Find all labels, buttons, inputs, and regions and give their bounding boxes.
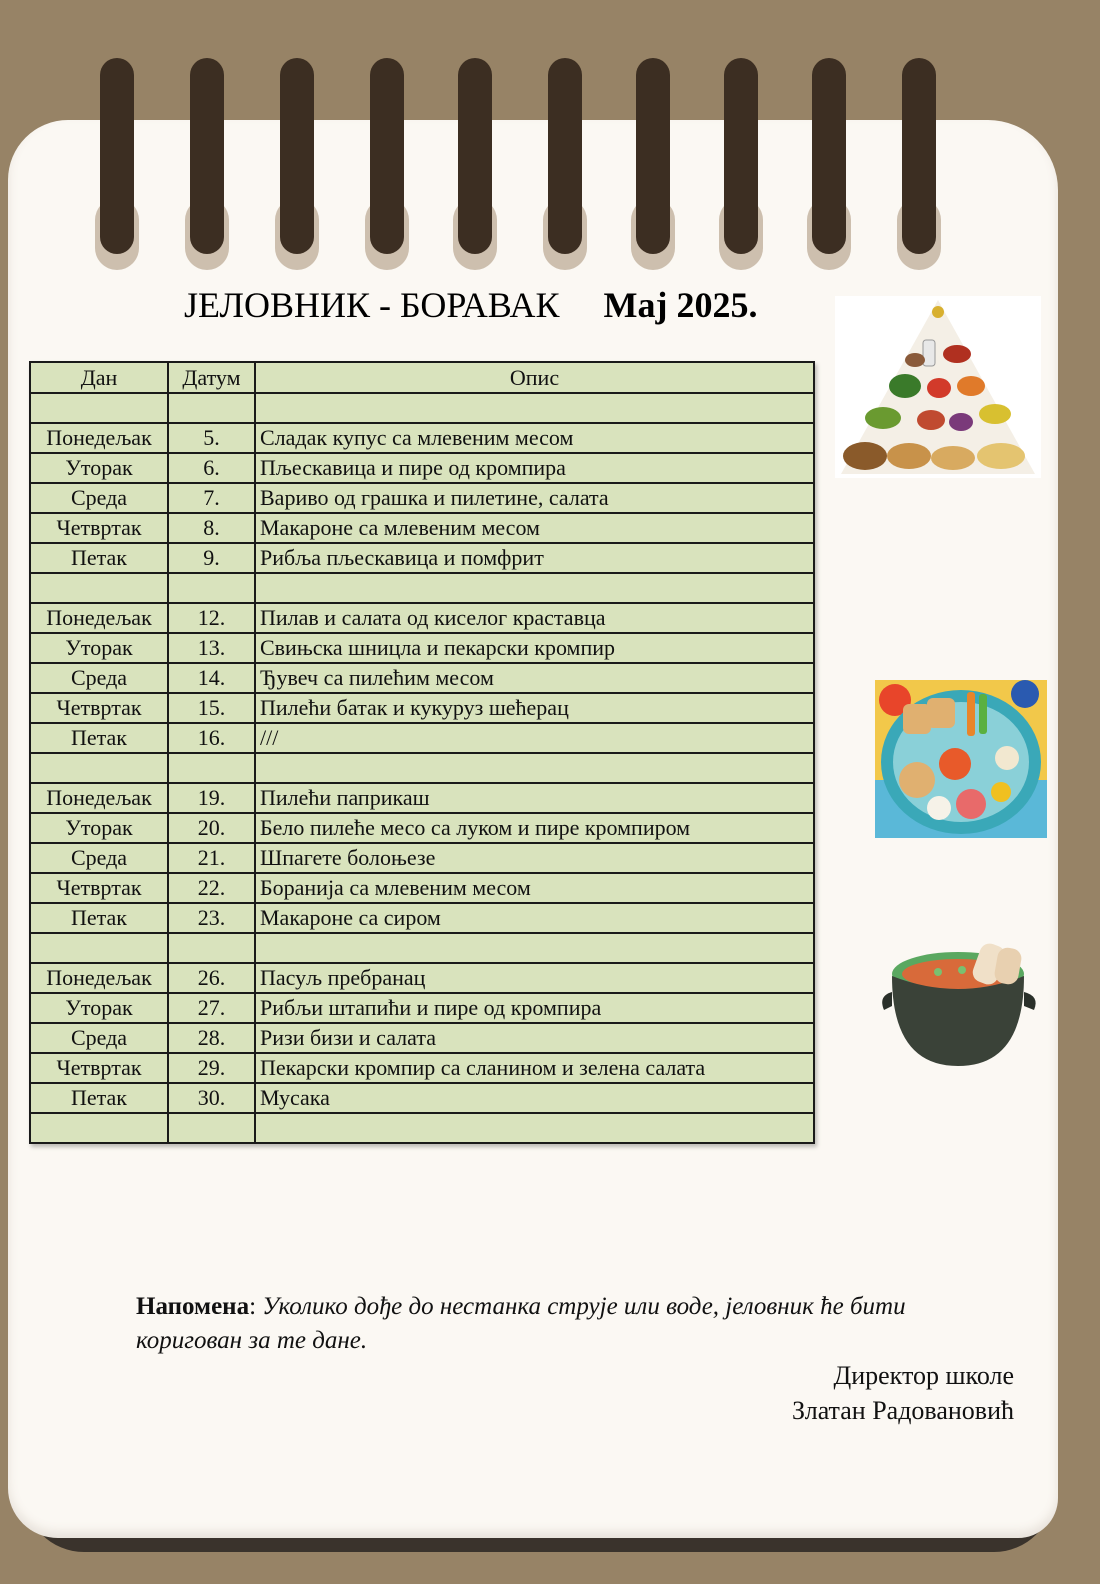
soup-pot-image	[878, 940, 1044, 1070]
date-cell: 21.	[168, 843, 255, 873]
day-cell	[30, 573, 168, 603]
day-cell: Среда	[30, 483, 168, 513]
date-cell: 5.	[168, 423, 255, 453]
day-cell: Уторак	[30, 813, 168, 843]
desc-cell: Мусака	[255, 1083, 814, 1113]
desc-cell	[255, 933, 814, 963]
desc-cell	[255, 753, 814, 783]
date-cell	[168, 1113, 255, 1143]
day-cell: Четвртак	[30, 693, 168, 723]
desc-cell	[255, 573, 814, 603]
day-cell: Петак	[30, 903, 168, 933]
spiral-ring	[280, 58, 314, 270]
title-text: ЈЕЛОВНИК - БОРАВАК	[184, 285, 560, 325]
desc-cell: Бело пилеће месо са луком и пире кромпиром	[255, 813, 814, 843]
desc-cell: Свињска шницла и пекарски кромпир	[255, 633, 814, 663]
table-row	[30, 393, 814, 423]
table-row	[30, 453, 814, 483]
desc-cell: Ђувеч са пилећим месом	[255, 663, 814, 693]
table-row	[30, 813, 814, 843]
desc-cell: Пилећи паприкаш	[255, 783, 814, 813]
date-cell: 20.	[168, 813, 255, 843]
spiral-ring	[458, 58, 492, 270]
day-cell: Четвртак	[30, 513, 168, 543]
date-cell: 14.	[168, 663, 255, 693]
table-row	[30, 1053, 814, 1083]
table-row	[30, 573, 814, 603]
date-cell: 12.	[168, 603, 255, 633]
desc-cell: Шпагете болоњезе	[255, 843, 814, 873]
date-cell: 30.	[168, 1083, 255, 1113]
menu-table	[29, 361, 815, 1144]
table-row	[30, 753, 814, 783]
header-desc: Опис	[255, 362, 814, 393]
desc-cell: Сладак купус са млевеним месом	[255, 423, 814, 453]
table-row	[30, 843, 814, 873]
table-row	[30, 903, 814, 933]
desc-cell: Пекарски кромпир са сланином и зелена салата	[255, 1053, 814, 1083]
date-cell: 15.	[168, 693, 255, 723]
table-row	[30, 1113, 814, 1143]
note-label: Напомена	[136, 1293, 250, 1320]
table-row	[30, 693, 814, 723]
date-cell: 13.	[168, 633, 255, 663]
desc-cell: Вариво од грашка и пилетине, салата	[255, 483, 814, 513]
table-row	[30, 933, 814, 963]
date-cell: 9.	[168, 543, 255, 573]
desc-cell: Боранија са млевеним месом	[255, 873, 814, 903]
date-cell: 7.	[168, 483, 255, 513]
date-cell: 27.	[168, 993, 255, 1023]
day-cell: Уторак	[30, 633, 168, 663]
desc-cell: Пасуљ пребранац	[255, 963, 814, 993]
day-cell: Понедељак	[30, 963, 168, 993]
header-date: Датум	[168, 362, 255, 393]
day-cell: Понедељак	[30, 783, 168, 813]
day-cell: Петак	[30, 1083, 168, 1113]
table-row	[30, 783, 814, 813]
day-cell: Четвртак	[30, 1053, 168, 1083]
day-cell: Понедељак	[30, 603, 168, 633]
spiral-ring	[812, 58, 846, 270]
date-cell: 22.	[168, 873, 255, 903]
date-cell: 28.	[168, 1023, 255, 1053]
day-cell	[30, 1113, 168, 1143]
spiral-ring	[636, 58, 670, 270]
desc-cell: ///	[255, 723, 814, 753]
desc-cell: Пљескавица и пире од кромпира	[255, 453, 814, 483]
day-cell	[30, 393, 168, 423]
date-cell	[168, 573, 255, 603]
day-cell: Среда	[30, 843, 168, 873]
date-cell	[168, 393, 255, 423]
table-row	[30, 963, 814, 993]
spiral-ring	[190, 58, 224, 270]
day-cell: Уторак	[30, 993, 168, 1023]
desc-cell: Макароне са млевеним месом	[255, 513, 814, 543]
table-row	[30, 1083, 814, 1113]
table-row	[30, 993, 814, 1023]
day-cell: Уторак	[30, 453, 168, 483]
desc-cell: Пилав и салата од киселог краставца	[255, 603, 814, 633]
day-cell	[30, 753, 168, 783]
day-cell: Понедељак	[30, 423, 168, 453]
table-header-row	[30, 362, 814, 393]
page-title	[184, 284, 758, 326]
date-cell: 23.	[168, 903, 255, 933]
note: Напомена: Уколико дође до нестанка струје или воде, јеловник ће бити коригован за те дане.	[136, 1293, 906, 1354]
table-row	[30, 513, 814, 543]
table-row	[30, 873, 814, 903]
date-cell	[168, 933, 255, 963]
table-row	[30, 663, 814, 693]
title-month: Мај 2025.	[603, 285, 758, 325]
spiral-ring	[724, 58, 758, 270]
spiral-ring	[370, 58, 404, 270]
header-day: Дан	[30, 362, 168, 393]
spiral-ring	[100, 58, 134, 270]
table-row	[30, 1023, 814, 1053]
day-cell	[30, 933, 168, 963]
desc-cell: Рибљи штапићи и пире од кромпира	[255, 993, 814, 1023]
table-row	[30, 543, 814, 573]
table-row	[30, 633, 814, 663]
desc-cell: Макароне са сиром	[255, 903, 814, 933]
day-cell: Среда	[30, 663, 168, 693]
date-cell: 29.	[168, 1053, 255, 1083]
signature-role: Директор школе	[833, 1361, 1014, 1390]
date-cell: 8.	[168, 513, 255, 543]
desc-cell: Рибља пљескавица и помфрит	[255, 543, 814, 573]
desc-cell	[255, 1113, 814, 1143]
date-cell: 19.	[168, 783, 255, 813]
day-cell: Четвртак	[30, 873, 168, 903]
date-cell: 26.	[168, 963, 255, 993]
table-row	[30, 423, 814, 453]
day-cell: Петак	[30, 543, 168, 573]
table-row	[30, 603, 814, 633]
day-cell: Среда	[30, 1023, 168, 1053]
spiral-ring	[548, 58, 582, 270]
signature-block	[792, 1358, 1014, 1428]
desc-cell: Ризи бизи и салата	[255, 1023, 814, 1053]
date-cell: 16.	[168, 723, 255, 753]
table-row	[30, 723, 814, 753]
date-cell	[168, 753, 255, 783]
food-pyramid-image	[835, 296, 1041, 478]
desc-cell	[255, 393, 814, 423]
spiral-ring	[902, 58, 936, 270]
day-cell: Петак	[30, 723, 168, 753]
desc-cell: Пилећи батак и кукуруз шећерац	[255, 693, 814, 723]
kids-plate-image	[875, 680, 1047, 838]
table-row	[30, 483, 814, 513]
signature-name: Златан Радовановић	[792, 1396, 1014, 1425]
note-text: Уколико дође до нестанка струје или воде, јеловник ће бити коригован за те дане.	[136, 1293, 906, 1354]
date-cell: 6.	[168, 453, 255, 483]
